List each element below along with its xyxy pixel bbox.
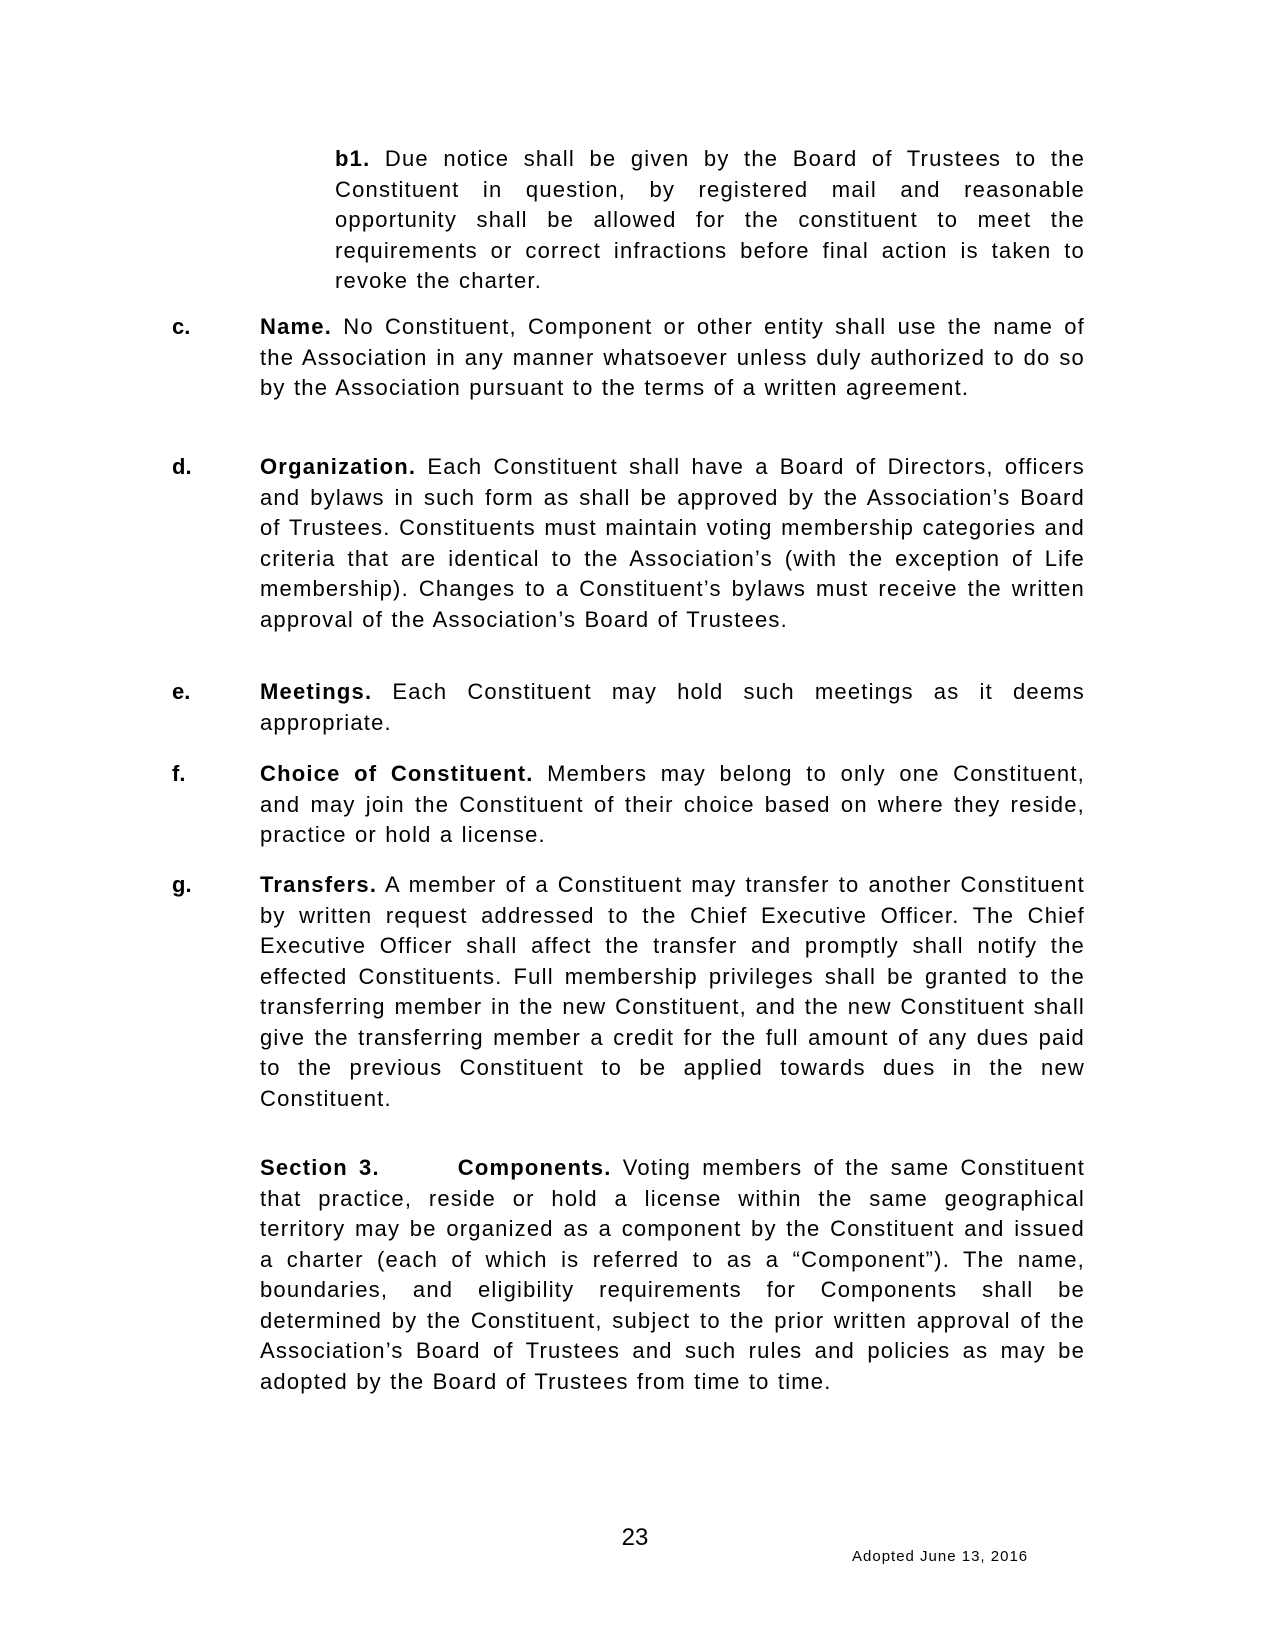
item-d-heading: Organization.	[260, 454, 417, 479]
section-3-label: Section 3.	[260, 1155, 380, 1180]
item-e-heading: Meetings.	[260, 679, 373, 704]
item-c-heading: Name.	[260, 314, 333, 339]
item-d-text: Each Constituent shall have a Board of Directors, officers and bylaws in such form as shall be approved by the Association’s Board of Trustees. Constituents must maintain voting membership categories and criteria that are identical to the Association’s (with the exception of Life membership). Changes to a Constituent’s bylaws must receive the written approval of the Association’s Board of Trustees.	[260, 454, 1085, 632]
item-g-text: A member of a Constituent may transfer to another Constituent by written request addressed to the Chief Executive Officer. The Chief Executive Officer shall affect the transfer and promptly shall notify the effected Constituents. Full membership privileges shall be granted to the transferring member in the new Constituent, and the new Constituent shall give the transferring member a credit for the full amount of any dues paid to the previous Constituent to be applied towards dues in the new Constituent.	[260, 872, 1085, 1111]
section-3-heading: Components.	[457, 1155, 612, 1180]
item-e	[260, 677, 1085, 738]
page-number: 23	[621, 1524, 649, 1551]
item-c-letter: c.	[172, 314, 191, 339]
item-e-letter: e.	[172, 679, 191, 704]
item-d-letter: d.	[172, 454, 192, 479]
section-3-text: Voting members of the same Constituent that practice, reside or hold a license within the same geographical territory may be organized as a component by the Constituent and issued a charter (each of which is referred to as a “Component”). The name, boundaries, and eligibility requirements for Components shall be determined by the Constituent, subject to the prior written approval of the Association’s Board of Trustees and such rules and policies as may be adopted by the Board of Trustees from time to time.	[260, 1155, 1086, 1394]
item-f-text: Members may belong to only one Constituent, and may join the Constituent of their choice based on where they reside, practice or hold a license.	[260, 761, 1085, 847]
item-g-heading: Transfers.	[260, 872, 378, 897]
item-g	[260, 870, 1085, 1114]
item-f-heading: Choice of Constituent.	[260, 761, 534, 786]
item-f	[260, 759, 1085, 851]
section-3	[260, 1153, 1085, 1397]
item-c-text: No Constituent, Component or other entity shall use the name of the Association in any manner whatsoever unless duly authorized to do so by the Association pursuant to the terms of a written agreement.	[260, 314, 1085, 400]
adopted-date: Adopted June 13, 2016	[852, 1548, 1029, 1565]
subsection-b1-text: Due notice shall be given by the Board of Trustees to the Constituent in question, by registered mail and reasonable opportunity shall be allowed for the constituent to meet the requirements or correct infractions before final action is taken to revoke the charter.	[335, 146, 1086, 293]
item-d	[260, 452, 1085, 635]
item-c	[260, 312, 1085, 404]
item-g-letter: g.	[172, 872, 192, 897]
item-e-text: Each Constituent may hold such meetings as it deems appropriate.	[260, 679, 1085, 735]
subsection-b1-heading: b1.	[335, 146, 371, 171]
item-f-letter: f.	[172, 761, 186, 786]
subsection-b1	[335, 144, 1085, 297]
